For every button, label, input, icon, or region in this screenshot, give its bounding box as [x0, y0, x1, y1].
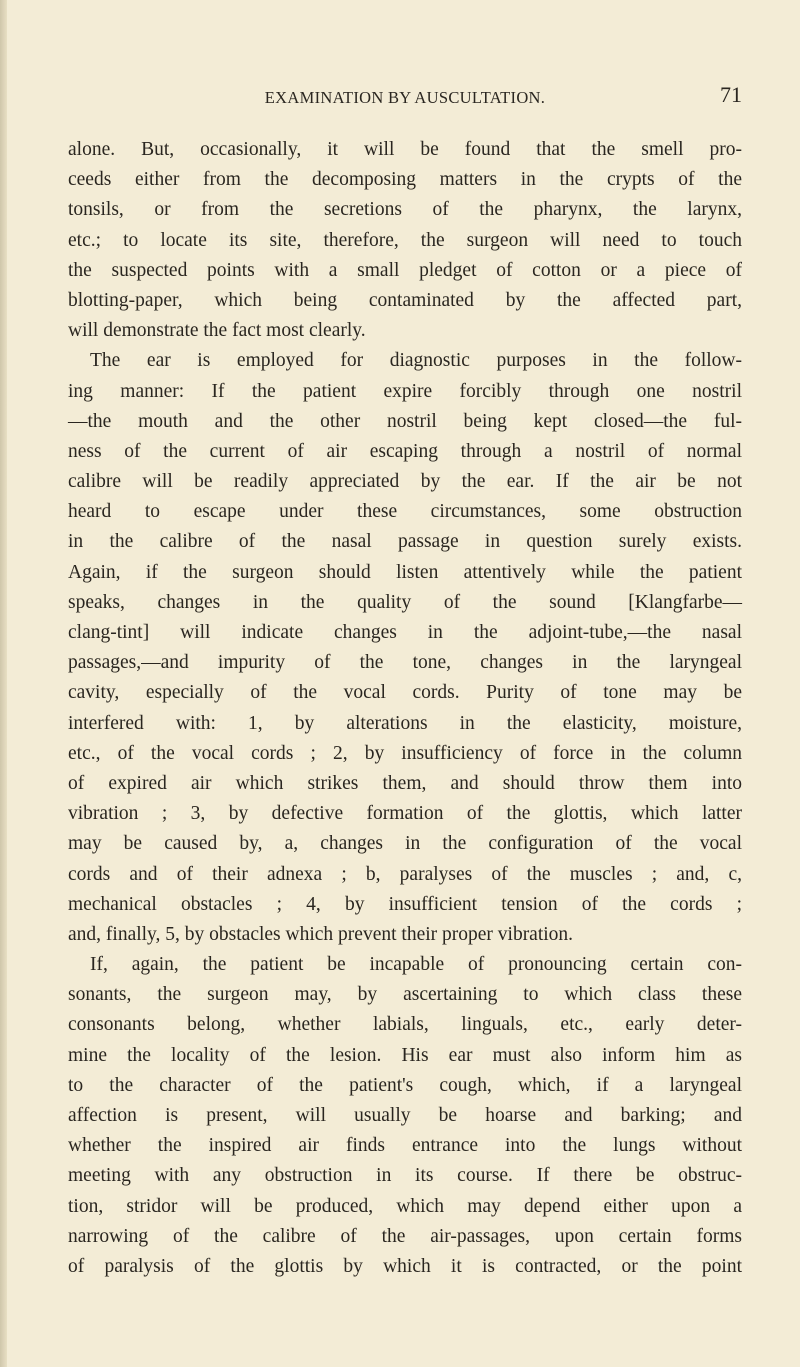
page-number: 71 [720, 82, 742, 107]
text-line: of expired air which strikes them, and should throw them into [68, 772, 742, 794]
text-line: interfered with: 1, by alterations in the elasticity, moisture, [68, 712, 742, 734]
text-line: cavity, especially of the vocal cords. Purity of tone may be [68, 682, 742, 704]
text-line: affection is present, will usually be hoarse and barking; and [68, 1105, 742, 1126]
text-line: of paralysis of the glottis by which it is contracted, or the point [68, 1255, 742, 1277]
running-title: EXAMINATION BY AUSCULTATION. [264, 88, 546, 107]
text-line: tion, stridor will be produced, which may depend either upon a [68, 1195, 742, 1217]
text-line: will demonstrate the fact most clearly. [68, 320, 366, 342]
text-line: consonants belong, whether labials, linguals, etc., early deter- [68, 1014, 742, 1036]
text-line: ness of the current of air escaping through a nostril of normal [68, 440, 742, 462]
text-line: alone. But, occasionally, it will be found that the smell pro- [68, 139, 742, 160]
text-line: passages,—and impurity of the tone, changes in the laryngeal [68, 652, 742, 674]
text-line: speaks, changes in the quality of the sound [Klangfarbe— [68, 591, 742, 613]
text-line: whether the inspired air finds entrance into the lungs without [68, 1135, 742, 1157]
text-line: tonsils, or from the secretions of the pharynx, the larynx, [68, 199, 742, 221]
text-line: —the mouth and the other nostril being kept closed—the ful- [68, 410, 742, 432]
text-line: etc.; to locate its site, therefore, the surgeon will need to touch [68, 229, 742, 251]
text-line: vibration ; 3, by defective formation of the glottis, which latter [68, 803, 742, 825]
text-line: cords and of their adnexa ; b, paralyses of the muscles ; and, c, [68, 863, 742, 885]
text-line: ing manner: If the patient expire forcibly through one nostril [68, 380, 742, 402]
text-line: sonants, the surgeon may, by ascertaining to which class these [68, 984, 742, 1006]
text-line: in the calibre of the nasal passage in question surely exists. [68, 531, 742, 553]
text-line: to the character of the patient's cough, which, if a laryngeal [68, 1074, 742, 1096]
text-line: Again, if the surgeon should listen attentively while the patient [68, 561, 742, 583]
page-edge [0, 0, 7, 1367]
body-text [68, 135, 742, 1282]
text-line: ceeds either from the decomposing matters in the crypts of the [68, 169, 742, 191]
text-line: the suspected points with a small pledget of cotton or a piece of [68, 259, 742, 281]
text-line: clang-tint] will indicate changes in the adjoint-tube,—the nasal [68, 622, 742, 643]
text-line: mine the locality of the lesion. His ear must also inform him as [68, 1044, 742, 1066]
text-line: may be caused by, a, changes in the configuration of the vocal [68, 833, 742, 855]
text-line: calibre will be readily appreciated by the ear. If the air be not [68, 471, 742, 493]
text-line: narrowing of the calibre of the air-passages, upon certain forms [68, 1225, 742, 1247]
text-line: The ear is employed for diagnostic purposes in the follow- [90, 350, 742, 372]
text-line: heard to escape under these circumstances, some obstruction [68, 501, 742, 523]
text-line: etc., of the vocal cords ; 2, by insufficiency of force in the column [68, 742, 742, 764]
text-line: If, again, the patient be incapable of pronouncing certain con- [90, 954, 742, 976]
text-line: blotting-paper, which being contaminated by the affected part, [68, 289, 742, 311]
text-line: mechanical obstacles ; 4, by insufficient tension of the cords ; [68, 893, 742, 915]
text-line: and, finally, 5, by obstacles which prevent their proper vibration. [68, 923, 574, 945]
running-head [68, 82, 742, 118]
text-line: meeting with any obstruction in its course. If there be obstruc- [68, 1165, 742, 1187]
